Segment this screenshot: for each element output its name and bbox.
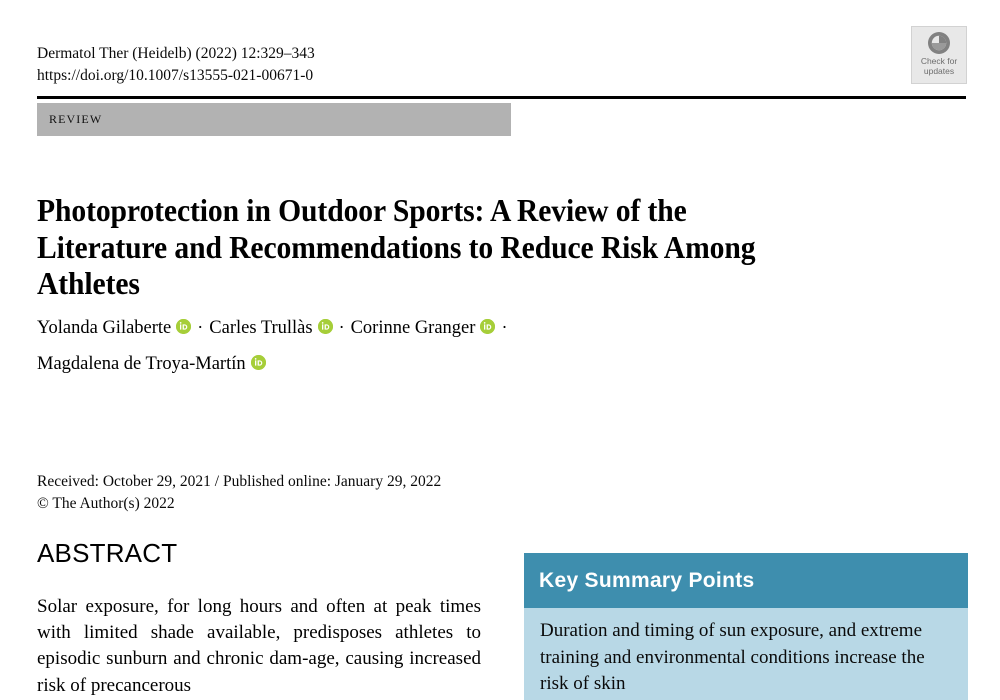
crossmark-label-line2: updates xyxy=(923,65,955,76)
crossmark-label xyxy=(921,57,957,76)
orcid-icon[interactable] xyxy=(318,319,333,334)
author-list xyxy=(37,309,937,382)
page-title: Photoprotection in Outdoor Sports: A Review of the Literature and Recommendations to Reduce Risk Among Athletes xyxy=(37,193,756,302)
orcid-icon[interactable] xyxy=(251,355,266,370)
key-summary-points-box xyxy=(524,553,968,700)
key-summary-points-title: Key Summary Points xyxy=(539,568,755,592)
author-item[interactable] xyxy=(37,354,268,374)
abstract-heading: ABSTRACT xyxy=(37,538,178,568)
author-name: Magdalena de Troya-Martín xyxy=(37,354,246,374)
journal-doi-link[interactable]: https://doi.org/10.1007/s13555-021-00671-0 xyxy=(37,67,314,84)
crossmark-label-line1: Check for xyxy=(920,56,958,66)
crossmark-circle-icon xyxy=(927,31,951,55)
author-separator: · xyxy=(197,317,204,337)
orcid-icon[interactable] xyxy=(480,319,495,334)
received-published-line: Received: October 29, 2021 / Published online: January 29, 2022 xyxy=(37,473,442,490)
journal-citation-header xyxy=(37,43,657,87)
journal-citation-line: Dermatol Ther (Heidelb) (2022) 12:329–343 xyxy=(37,45,315,62)
crossmark-badge[interactable] xyxy=(911,26,967,84)
author-name: Carles Trullàs xyxy=(209,318,313,338)
author-item[interactable] xyxy=(37,318,193,338)
article-type-label: review xyxy=(49,108,103,127)
article-type-bar xyxy=(37,103,511,136)
header-divider-rule xyxy=(37,96,966,99)
author-name: Yolanda Gilaberte xyxy=(37,318,172,338)
author-item[interactable] xyxy=(351,318,498,338)
key-summary-points-header xyxy=(524,553,968,608)
author-separator: · xyxy=(338,317,345,337)
orcid-icon[interactable] xyxy=(176,319,191,334)
abstract-text: Solar exposure, for long hours and often at peak times with limited shade available, predisposes athletes to episodic sunburn and chronic dam-age, causing increased risk of precancerous xyxy=(37,596,481,696)
publication-dates xyxy=(37,471,657,515)
copyright-line: © The Author(s) 2022 xyxy=(37,495,175,512)
key-summary-points-body xyxy=(524,608,968,700)
author-item[interactable] xyxy=(209,318,334,338)
author-name: Corinne Granger xyxy=(350,318,476,338)
author-separator: · xyxy=(501,317,508,337)
key-summary-point: Duration and timing of sun exposure, and extreme training and environmental conditions increase the risk of skin xyxy=(540,620,925,694)
